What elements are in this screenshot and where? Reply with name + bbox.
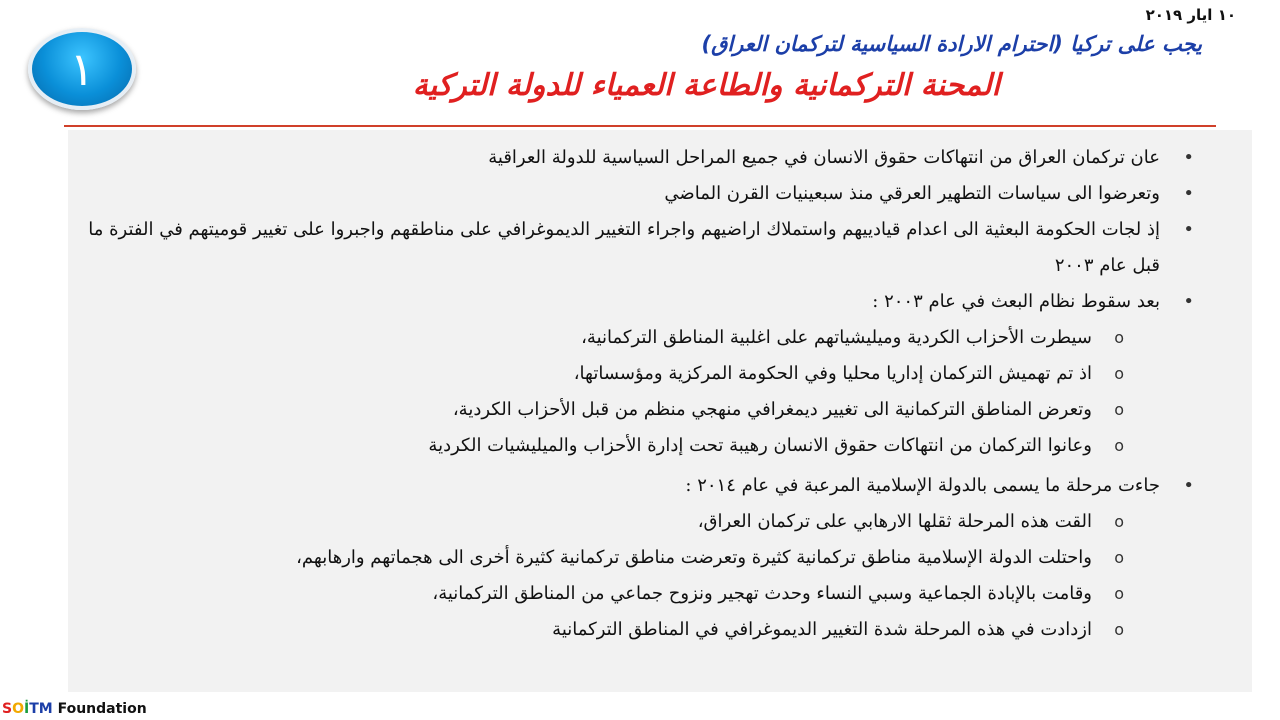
title-divider [64,125,1216,127]
slide-number-badge [28,28,136,110]
footer-letter-s: S [2,701,13,717]
sub-bullet-item: o ازدادت في هذه المرحلة شدة التغيير الديموغرافي في المناطق التركمانية [78,612,1208,648]
footer-foundation: Foundation [52,701,147,717]
bullet-list [78,140,1208,648]
slide-title-line1: يجب على تركيا (احترام الارادة السياسية لتركمان العراق) [701,32,1202,56]
sub-bullet-item: o سيطرت الأحزاب الكردية وميليشياتهم على اغلبية المناطق التركمانية، [78,320,1208,356]
bullet-item: • جاءت مرحلة ما يسمى بالدولة الإسلامية المرعبة في عام ٢٠١٤ : [78,468,1208,504]
sub-bullet-item: o وقامت بالإبادة الجماعية وسبي النساء وحدث تهجير ونزوح جماعي من المناطق التركمانية، [78,576,1208,612]
bullet-item: • إذ لجات الحكومة البعثية الى اعدام قيادييهم واستملاك اراضيهم واجراء التغيير الديموغرافي على مناطقهم واجبروا على تغيير قوميتهم في الفترة ما قبل عام ٢٠٠٣ [78,212,1208,284]
footer-letter-o: O [12,701,24,717]
sub-bullet-item: o القت هذه المرحلة ثقلها الارهابي على تركمان العراق، [78,504,1208,540]
footer-letter-i: İ [24,701,30,717]
footer-letter-t: T [29,701,39,717]
slide-number: ١ [69,42,95,96]
bullet-item: • بعد سقوط نظام البعث في عام ٢٠٠٣ : [78,284,1208,320]
slide-title-line2: المحنة التركمانية والطاعة العمياء للدولة التركية [412,68,1000,103]
sub-bullet-item: o واحتلت الدولة الإسلامية مناطق تركمانية كثيرة وتعرضت مناطق تركمانية كثيرة أخرى الى هجماتهم وارهابهم، [78,540,1208,576]
footer-letter-m: M [38,701,53,717]
bullet-item: • وتعرضوا الى سياسات التطهير العرقي منذ سبعينيات القرن الماضي [78,176,1208,212]
footer-logo-text [2,701,147,717]
sub-bullet-item: o اذ تم تهميش التركمان إداريا محليا وفي الحكومة المركزية ومؤسساتها، [78,356,1208,392]
bullet-item: • عان تركمان العراق من انتهاكات حقوق الانسان في جميع المراحل السياسية للدولة العراقية [78,140,1208,176]
sub-bullet-item: o وعانوا التركمان من انتهاكات حقوق الانسان رهيبة تحت إدارة الأحزاب والميليشيات الكردية [78,428,1208,464]
sub-bullet-item: o وتعرض المناطق التركمانية الى تغيير ديمغرافي منهجي منظم من قبل الأحزاب الكردية، [78,392,1208,428]
slide-date: ١٠ ايار ٢٠١٩ [1145,6,1236,24]
